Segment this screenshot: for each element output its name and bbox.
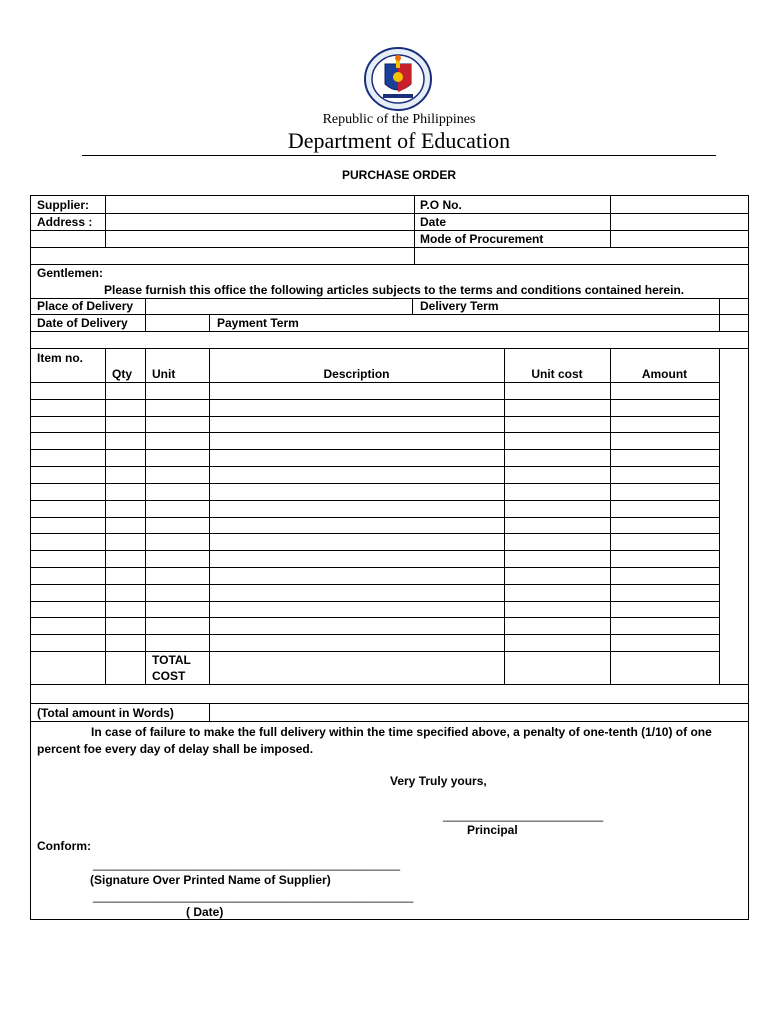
table-row-divider [30, 449, 719, 450]
place-of-delivery-label: Place of Delivery [37, 299, 134, 313]
address-label: Address : [37, 215, 93, 229]
col-divider [209, 703, 210, 721]
description-header: Description [323, 367, 390, 381]
table-row-divider [30, 567, 719, 568]
row-divider [30, 684, 749, 685]
col-divider [719, 298, 720, 331]
instruction-text: Please furnish this office the following articles subjects to the terms and conditions contained herein. [104, 283, 685, 297]
payment-term-label: Payment Term [217, 316, 299, 330]
col-divider [412, 298, 413, 314]
amount-header: Amount [641, 367, 688, 381]
table-col-divider [719, 348, 720, 684]
table-row-divider [30, 382, 719, 383]
row-divider [30, 314, 749, 315]
table-col-divider [105, 348, 106, 684]
deped-seal-logo [363, 46, 433, 112]
col-divider [145, 298, 146, 331]
delivery-term-label: Delivery Term [420, 299, 499, 313]
row-divider [30, 213, 749, 214]
col-divider [610, 195, 611, 247]
row-divider [30, 264, 749, 265]
table-col-divider [145, 348, 146, 684]
table-row-divider [30, 500, 719, 501]
date-label: Date [420, 215, 447, 229]
table-row-divider [30, 432, 719, 433]
col-divider [209, 314, 210, 331]
row-divider [30, 703, 749, 704]
table-row-divider [30, 584, 719, 585]
table-row-divider [30, 651, 719, 652]
principal-label: Principal [467, 823, 518, 837]
conform-label: Conform: [37, 839, 91, 853]
supplier-signature-line: ______________________________________________ [93, 857, 400, 871]
supplier-signature-label: (Signature Over Printed Name of Supplier) [90, 873, 331, 887]
department-heading: Department of Education [287, 128, 511, 153]
penalty-clause: In case of failure to make the full delivery within the time specified above, a penalty of one-tenth (1/10) of one percent foe every day of delay shall be imposed. [37, 725, 712, 756]
cost-label: COST [152, 669, 186, 683]
purchase-order-form [30, 195, 749, 920]
row-divider [30, 247, 749, 248]
table-row-divider [30, 466, 719, 467]
po-no-label: P.O No. [420, 198, 462, 212]
procurement-label: Mode of Procurement [420, 232, 544, 246]
table-row-divider [30, 533, 719, 534]
item-no-header: Item no. [37, 351, 84, 365]
row-divider [30, 721, 749, 722]
unit-header: Unit [152, 367, 176, 381]
col-divider [414, 195, 415, 264]
table-row-divider [30, 399, 719, 400]
supplier-label: Supplier: [37, 198, 90, 212]
table-row-divider [30, 617, 719, 618]
qty-header: Qty [112, 367, 133, 381]
table-col-divider [610, 348, 611, 684]
table-row-divider [30, 416, 719, 417]
row-divider [30, 331, 749, 332]
closing-text: Very Truly yours, [390, 774, 487, 788]
table-col-divider [504, 348, 505, 684]
table-row-divider [30, 550, 719, 551]
row-divider [30, 298, 749, 299]
form-title: PURCHASE ORDER [341, 168, 456, 182]
table-col-divider [209, 348, 210, 684]
unit-cost-header: Unit cost [531, 367, 583, 381]
table-row-divider [30, 601, 719, 602]
republic-heading: Republic of the Philippines [322, 112, 476, 127]
col-divider [105, 195, 106, 247]
date-of-delivery-label: Date of Delivery [37, 316, 128, 330]
date-signature-line: ________________________________________________ [93, 889, 414, 903]
header-divider [82, 155, 716, 156]
row-divider [30, 348, 749, 349]
salutation: Gentlemen: [37, 266, 104, 280]
row-divider [30, 230, 749, 231]
table-row-divider [30, 483, 719, 484]
total-label: TOTAL [152, 653, 191, 667]
table-row-divider [30, 634, 719, 635]
total-in-words-label: (Total amount in Words) [37, 706, 174, 720]
principal-signature-line: ________________________ [443, 808, 604, 822]
date-signature-label: ( Date) [186, 905, 224, 919]
table-row-divider [30, 517, 719, 518]
